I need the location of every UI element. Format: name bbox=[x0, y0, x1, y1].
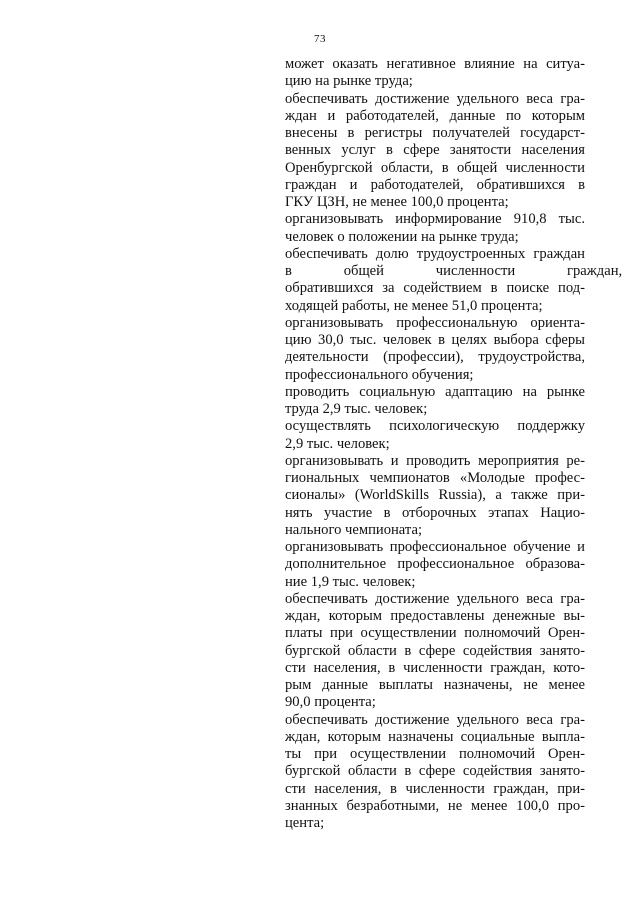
text-line: обеспечивать долю трудоустроенных граждан bbox=[285, 245, 585, 262]
text-line: ние 1,9 тыс. человек; bbox=[285, 573, 416, 590]
text-line: дополнительное профессиональное образова- bbox=[285, 556, 585, 573]
text-line: граждан и работодателей, обратившихся в bbox=[285, 176, 585, 193]
text-line: ГКУ ЦЗН, не менее 100,0 процента; bbox=[285, 194, 509, 210]
text-line: организовывать и проводить мероприятия ре- bbox=[285, 452, 585, 469]
text-line: нального чемпионата; bbox=[285, 521, 422, 538]
text-line: обеспечивать достижение удельного веса гра- bbox=[285, 90, 585, 107]
text-line: цию 30,0 тыс. человек в целях выбора сферы bbox=[285, 332, 585, 348]
text-line: труда 2,9 тыс. человек; bbox=[285, 401, 428, 417]
text-line: бургской области в сфере содействия занято- bbox=[285, 763, 585, 780]
text-line: Оренбургской области, в общей численности bbox=[285, 159, 585, 176]
text-line: внесены в регистры получателей государст- bbox=[285, 125, 585, 141]
text-line: 90,0 процента; bbox=[285, 694, 376, 711]
text-line: проводить социальную адаптацию на рынке bbox=[285, 383, 585, 400]
text-line: организовывать профессиональное обучение и bbox=[285, 539, 585, 555]
text-line: ходящей работы, не менее 51,0 процента; bbox=[285, 297, 543, 314]
text-line: профессионального обучения; bbox=[285, 366, 474, 383]
text-line: сти населения, в численности граждан, кото- bbox=[285, 659, 585, 676]
text-line: цента; bbox=[285, 815, 325, 831]
text-line: цию на рынке труда; bbox=[285, 73, 413, 90]
text-line: может оказать негативное влияние на ситуа- bbox=[285, 56, 585, 72]
text-line: ждан, которым предоставлены денежные вы- bbox=[285, 608, 585, 624]
text-line: знанных безработными, не менее 100,0 про- bbox=[285, 797, 585, 814]
text-line: в общей численности граждан, bbox=[285, 263, 623, 279]
text-line: венных услуг в сфере занятости населения bbox=[285, 142, 585, 159]
text-line: ждан, которым назначены социальные выпла- bbox=[285, 728, 585, 745]
text-line: бургской области в сфере содействия занято- bbox=[285, 642, 585, 659]
text-line: организовывать профессиональную ориента- bbox=[285, 314, 585, 331]
document-body bbox=[285, 56, 623, 832]
text-line: ты при осуществлении полномочий Орен- bbox=[285, 746, 585, 762]
text-line: организовывать информирование 910,8 тыс. bbox=[285, 211, 585, 228]
text-line: осуществлять психологическую поддержку bbox=[285, 418, 585, 435]
text-line: рым данные выплаты назначены, не менее bbox=[285, 677, 585, 693]
text-line: ждан и работодателей, данные по которым bbox=[285, 107, 585, 124]
text-line: гиональных чемпионатов «Молодые профес- bbox=[285, 470, 585, 486]
text-line: сионалы» (WorldSkills Russia), а также при- bbox=[285, 487, 585, 504]
text-line: нять участие в отборочных этапах Нацио- bbox=[285, 504, 585, 521]
text-line: обратившихся за содействием в поиске под- bbox=[285, 280, 585, 297]
text-line: сти населения, в численности граждан, при- bbox=[285, 780, 585, 797]
text-line: обеспечивать достижение удельного веса гра- bbox=[285, 711, 585, 728]
text-line: человек о положении на рынке труда; bbox=[285, 228, 519, 245]
page-number: 73 bbox=[314, 33, 326, 45]
text-line: платы при осуществлении полномочий Орен- bbox=[285, 625, 585, 642]
text-line: обеспечивать достижение удельного веса гра- bbox=[285, 590, 585, 607]
text-line: 2,9 тыс. человек; bbox=[285, 435, 390, 452]
text-line: деятельности (профессии), трудоустройства, bbox=[285, 349, 585, 366]
